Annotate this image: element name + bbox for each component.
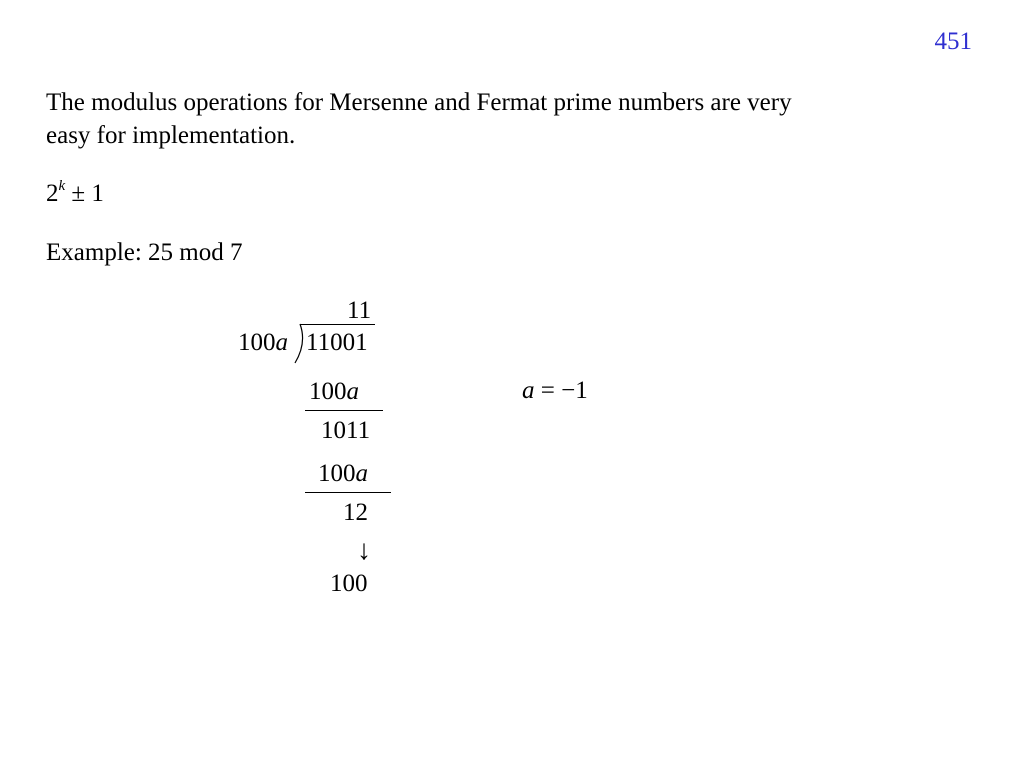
intro-line-1: The modulus operations for Mersenne and Fermat prime numbers are very [46,89,792,116]
subtrahend-1-variable: a [346,378,359,405]
subtraction-line-1 [305,410,383,411]
condition-variable: a [522,377,535,404]
result: 100 [330,570,368,597]
subtrahend-2 [318,459,368,489]
intro-text [46,86,792,152]
page-number: 451 [934,28,972,55]
subtraction-line-2 [305,492,391,493]
subtrahend-1-number: 100 [309,378,347,405]
down-arrow-icon: ↓ [357,535,371,566]
subtrahend-2-number: 100 [318,460,356,487]
formula-base: 2 [46,180,59,207]
dividend: 11001 [306,329,368,356]
divisor-variable: a [275,329,288,356]
remainder-1: 1011 [321,417,371,444]
remainder-2: 12 [343,499,368,526]
condition-equals: = [540,377,555,404]
condition-equation [522,376,588,406]
intro-line-2: easy for implementation. [46,122,296,149]
condition-value: −1 [561,377,588,404]
divisor [238,328,288,358]
quotient: 11 [347,297,372,324]
division-bar [300,324,375,325]
subtrahend-1 [309,377,359,407]
subtrahend-2-variable: a [355,460,368,487]
formula [46,177,104,214]
division-bracket [292,323,306,365]
formula-exponent: k [58,178,66,194]
formula-plus-minus-one: ± 1 [71,180,104,207]
example-text: Example: 25 mod 7 [46,239,243,266]
divisor-number: 100 [238,329,276,356]
